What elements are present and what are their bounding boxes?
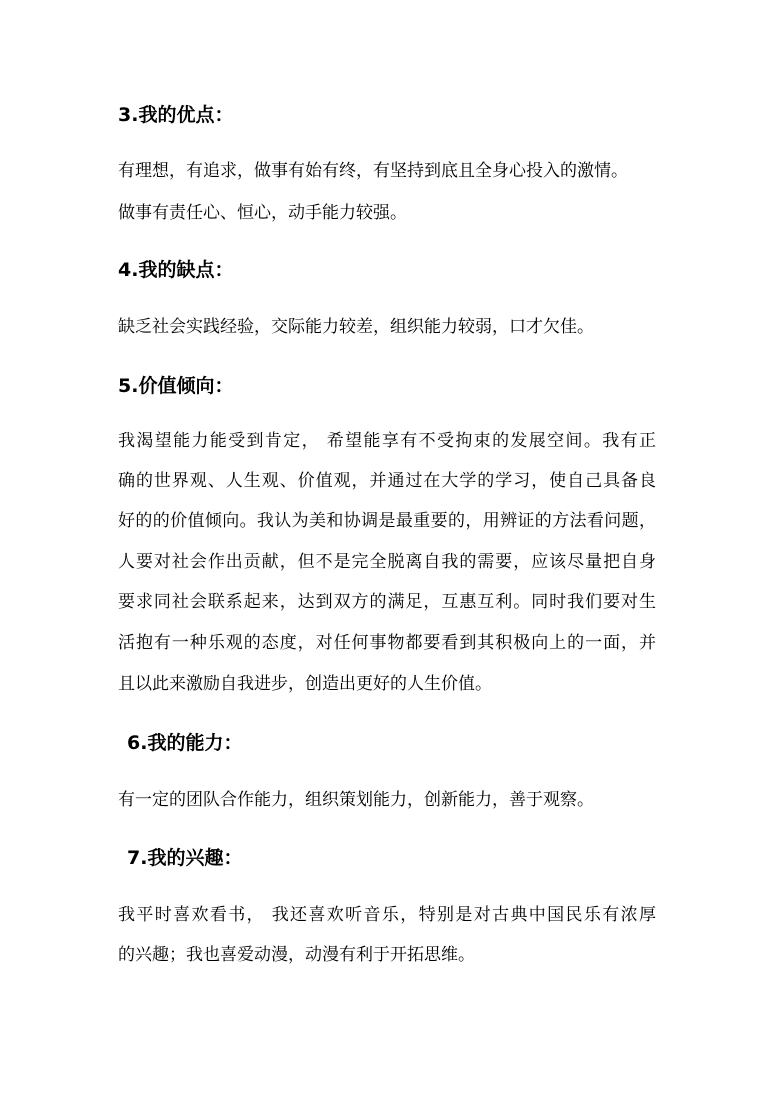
paragraph-line: 要求同社会联系起来，达到双方的满足，互惠互利。同时我们要对生 [118,592,656,612]
paragraph-line: 人要对社会作出贡献，但不是完全脱离自我的需要，应该尽量把自身 [118,552,656,572]
paragraph-line: 活抱有一种乐观的态度，对任何事物都要看到其积极向上的一面，并 [118,633,656,653]
paragraph-line: 我平时喜欢看书， 我还喜欢听音乐，特别是对古典中国民乐有浓厚 [118,905,656,925]
paragraph-line: 做事有责任心、恒心，动手能力较强。 [118,203,407,223]
paragraph-line: 的兴趣；我也喜爱动漫，动漫有利于开拓思维。 [118,945,475,965]
paragraph-line: 有一定的团队合作能力，组织策划能力，创新能力，善于观察。 [118,790,594,810]
section-heading-weaknesses: 4.我的缺点： [118,259,234,281]
paragraph-line: 缺乏社会实践经验，交际能力较差，组织能力较弱，口才欠佳。 [118,317,594,337]
section-heading-strengths: 3.我的优点： [118,104,234,126]
paragraph-line: 且以此来激励自我进步，创造出更好的人生价值。 [118,674,492,694]
section-heading-interests: 7.我的兴趣： [127,847,243,869]
paragraph-line: 有理想，有追求，做事有始有终，有坚持到底且全身心投入的激情。 [118,161,628,181]
section-heading-values: 5.价值倾向： [118,375,234,397]
paragraph-line: 确的世界观、人生观、价值观，并通过在大学的学习，使自己具备良 [118,471,656,491]
section-heading-abilities: 6.我的能力： [127,732,243,754]
paragraph-line: 我渴望能力能受到肯定， 希望能享有不受拘束的发展空间。我有正 [118,431,656,451]
paragraph-line: 好的的价值倾向。我认为美和协调是最重要的，用辨证的方法看问题， [118,511,656,531]
